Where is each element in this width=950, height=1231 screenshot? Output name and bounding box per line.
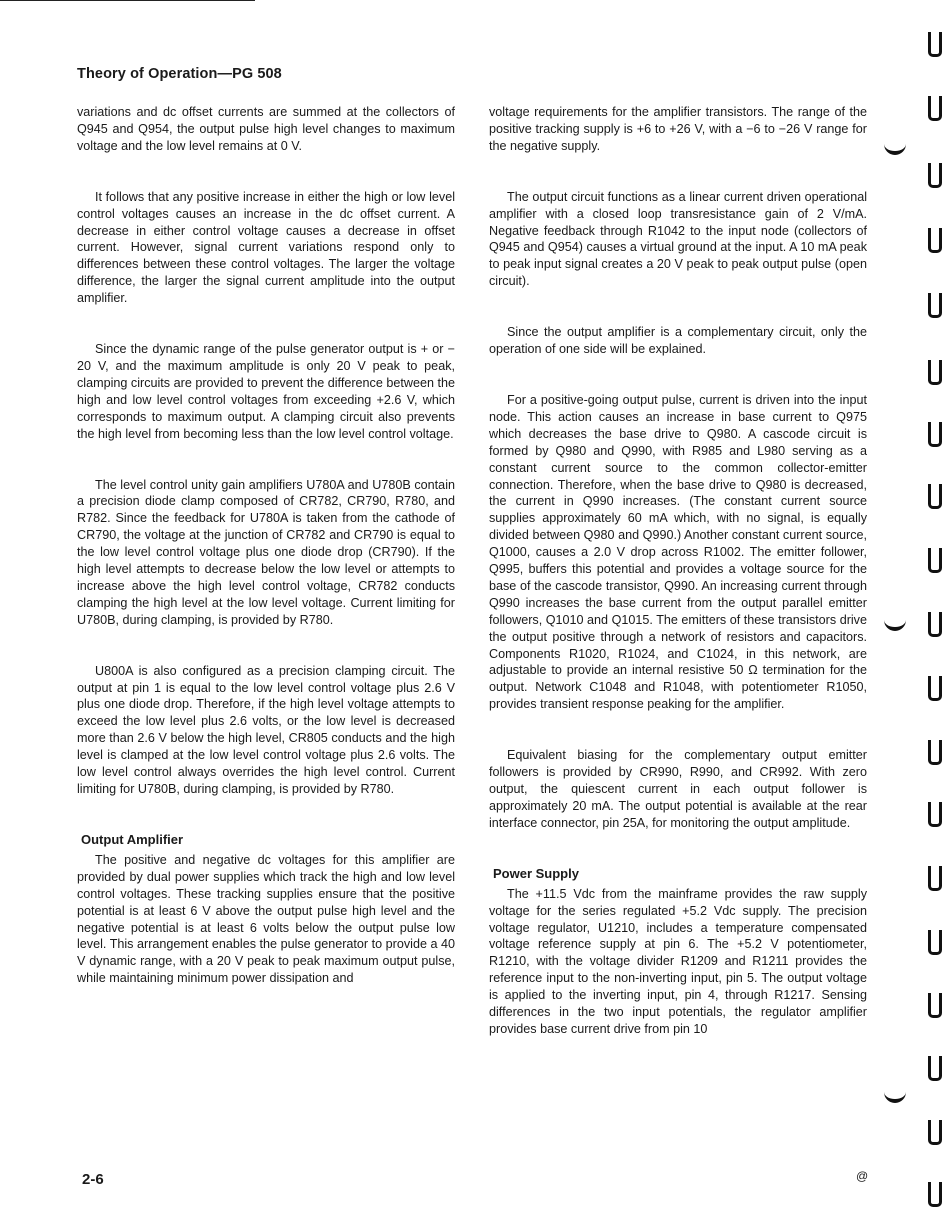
paragraph: The positive and negative dc voltages for this amplifier are provided by dual power supplies which track the high and low level control voltages. These tracking supplies ensure that the positive potential is at least 6 V above the output pulse high level and the negative potential is at least 6 volts below the output pulse low level. This arrangement enables the pulse generator to provide a 40 V dynamic range, with a 20 V peak to peak maximum output pulse, while maintaining minimum power dissipation and [77,852,455,986]
binder-hole [928,548,942,573]
paragraph: Since the dynamic range of the pulse generator output is + or − 20 V, and the maximum amplitude is only 20 V peak to peak, clamping circuits are provided to prevent the difference between the high and low level control voltages from exceeding +2.6 V, which corresponds to maximum output. A clamping circuit also prevents the high level from becoming less than the low level control voltage. [77,342,455,441]
paragraph: voltage requirements for the amplifier transistors. The range of the positive tracking supply is +6 to +26 V, with a −6 to −26 V range for the negative supply. [489,105,867,153]
binder-hole [928,96,942,121]
binder-hole [928,802,942,827]
binder-hole [928,1056,942,1081]
binder-hole [928,422,942,447]
binder-hole [928,993,942,1018]
binder-hole [928,360,942,385]
binder-notch [884,140,906,155]
binder-hole [928,740,942,765]
paragraph: U800A is also configured as a precision clamping circuit. The output at pin 1 is equal to the low level control voltage plus 2.6 V plus one diode drop. Therefore, if the high level voltage attempts to exceed the low level plus 2.6 volts, or the low level is decreased more than 2.6 V below the high level, CR805 conducts and the high level is clamped at the low level control voltage plus 2.6 volts. The low level control always overrides the high level control. Current limiting for U780B, during clamping, is provided by R780. [77,663,455,796]
binder-hole [928,484,942,509]
page-number: 2-6 [82,1171,104,1188]
top-rule [0,0,255,1]
binder-hole [928,1120,942,1145]
paragraph: Equivalent biasing for the complementary output emitter followers is provided by CR990, R990, and CR992. With zero output, the quiescent current in each output follower is approximately 20 mA. The output potential is available at the rear interface connector, pin 25A, for monitoring the output amplitude. [489,748,867,830]
binder-notch [884,616,906,631]
footer-mark: @ [856,1169,869,1183]
binder-hole [928,866,942,891]
left-column [77,104,455,987]
binder-hole [928,228,942,253]
paragraph: Since the output amplifier is a complementary circuit, only the operation of one side will be explained. [489,325,867,357]
paragraph: variations and dc offset currents are summed at the collectors of Q945 and Q954, the output pulse high level changes to maximum voltage and the low level remains at 0 V. [77,105,455,153]
paragraph: The output circuit functions as a linear current driven operational amplifier with a closed loop transresistance gain of 2 V/mA. Negative feedback through R1042 to the input node (collectors of Q945 and Q954) causes a virtual ground at the input. A 10 mA peak to peak input signal creates a 20 V peak to peak output pulse (open circuit). [489,189,867,289]
section-heading-output-amplifier: Output Amplifier [81,831,184,847]
section-heading-power-supply: Power Supply [493,865,579,881]
binder-hole [928,612,942,637]
binder-hole [928,32,942,57]
binder-hole [928,1182,942,1207]
paragraph: The +11.5 Vdc from the mainframe provides the raw supply voltage for the series regulated +5.2 Vdc supply. The precision voltage regulator, U1210, includes a temperature compensated voltage reference supply at pin 6. The +5.2 V potentiometer, R1210, with the voltage divider R1209 and R1211 provides the reference input to the non-inverting input, pin 5. The output voltage is applied to the inverting input, pin 4, through R1217. Sensing differences in the two input potentials, the regulator amplifier provides base current drive from pin 10 [489,886,867,1036]
paragraph: It follows that any positive increase in either the high or low level control voltages causes an increase in the dc offset current. A decrease in either control voltage causes a decrease in offset current. However, signal current variations respond only to differences between these control voltages. The larger the voltage difference, the larger the signal current amplitude into the output amplifier. [77,189,455,306]
paragraph: The level control unity gain amplifiers U780A and U780B contain a precision diode clamp composed of CR782, CR790, R780, and R782. Since the feedback for U780A is taken from the cathode of CR790, the voltage at the junction of CR782 and CR790 is equal to the low level control voltage plus one diode drop (CR790). If the high level attempts to decrease below the low level or attempts to increase above the high level control voltage, CR782 conducts clamping the high level at the low level voltage. Current limiting for U780B, during clamping, is provided by R780. [77,477,455,627]
page-title: Theory of Operation—PG 508 [77,66,282,82]
paragraph: For a positive-going output pulse, current is driven into the input node. This action causes an increase in base current to Q975 which decreases the base drive to Q980. A cascode circuit is formed by Q980 and Q990, with R985 and L980 serving as a constant current source to the common collector-emitter connection. Therefore, when the base drive to Q980 is decreased, the current in Q990 increases. (The constant current source supplies approximately 60 mA which, with no signal, is equally divided between Q980 and Q990.) Another constant current source, Q1000, causes a 2.0 V drop across R1002. The emitter follower, Q995, buffers this potential and provides a voltage source for the base of the cascode transistor, Q990. An increasing current through Q990 increases the base current from the output parallel emitter followers, Q1010 and Q1015. The emitters of these transistors drive the output positive through a network of resistors and capacitors. Components R1020, R1024, and C1024, in this network, are adjustable to provide an internal resistive 50 Ω termination for the output. Network C1048 and R1048, with potentiometer R1050, provides transient response peaking for the amplifier. [489,392,867,712]
binder-holes [920,0,950,1231]
binder-hole [928,293,942,318]
binder-notch [884,1088,906,1103]
binder-hole [928,676,942,701]
binder-hole [928,930,942,955]
right-column [489,104,867,1038]
binder-hole [928,163,942,188]
